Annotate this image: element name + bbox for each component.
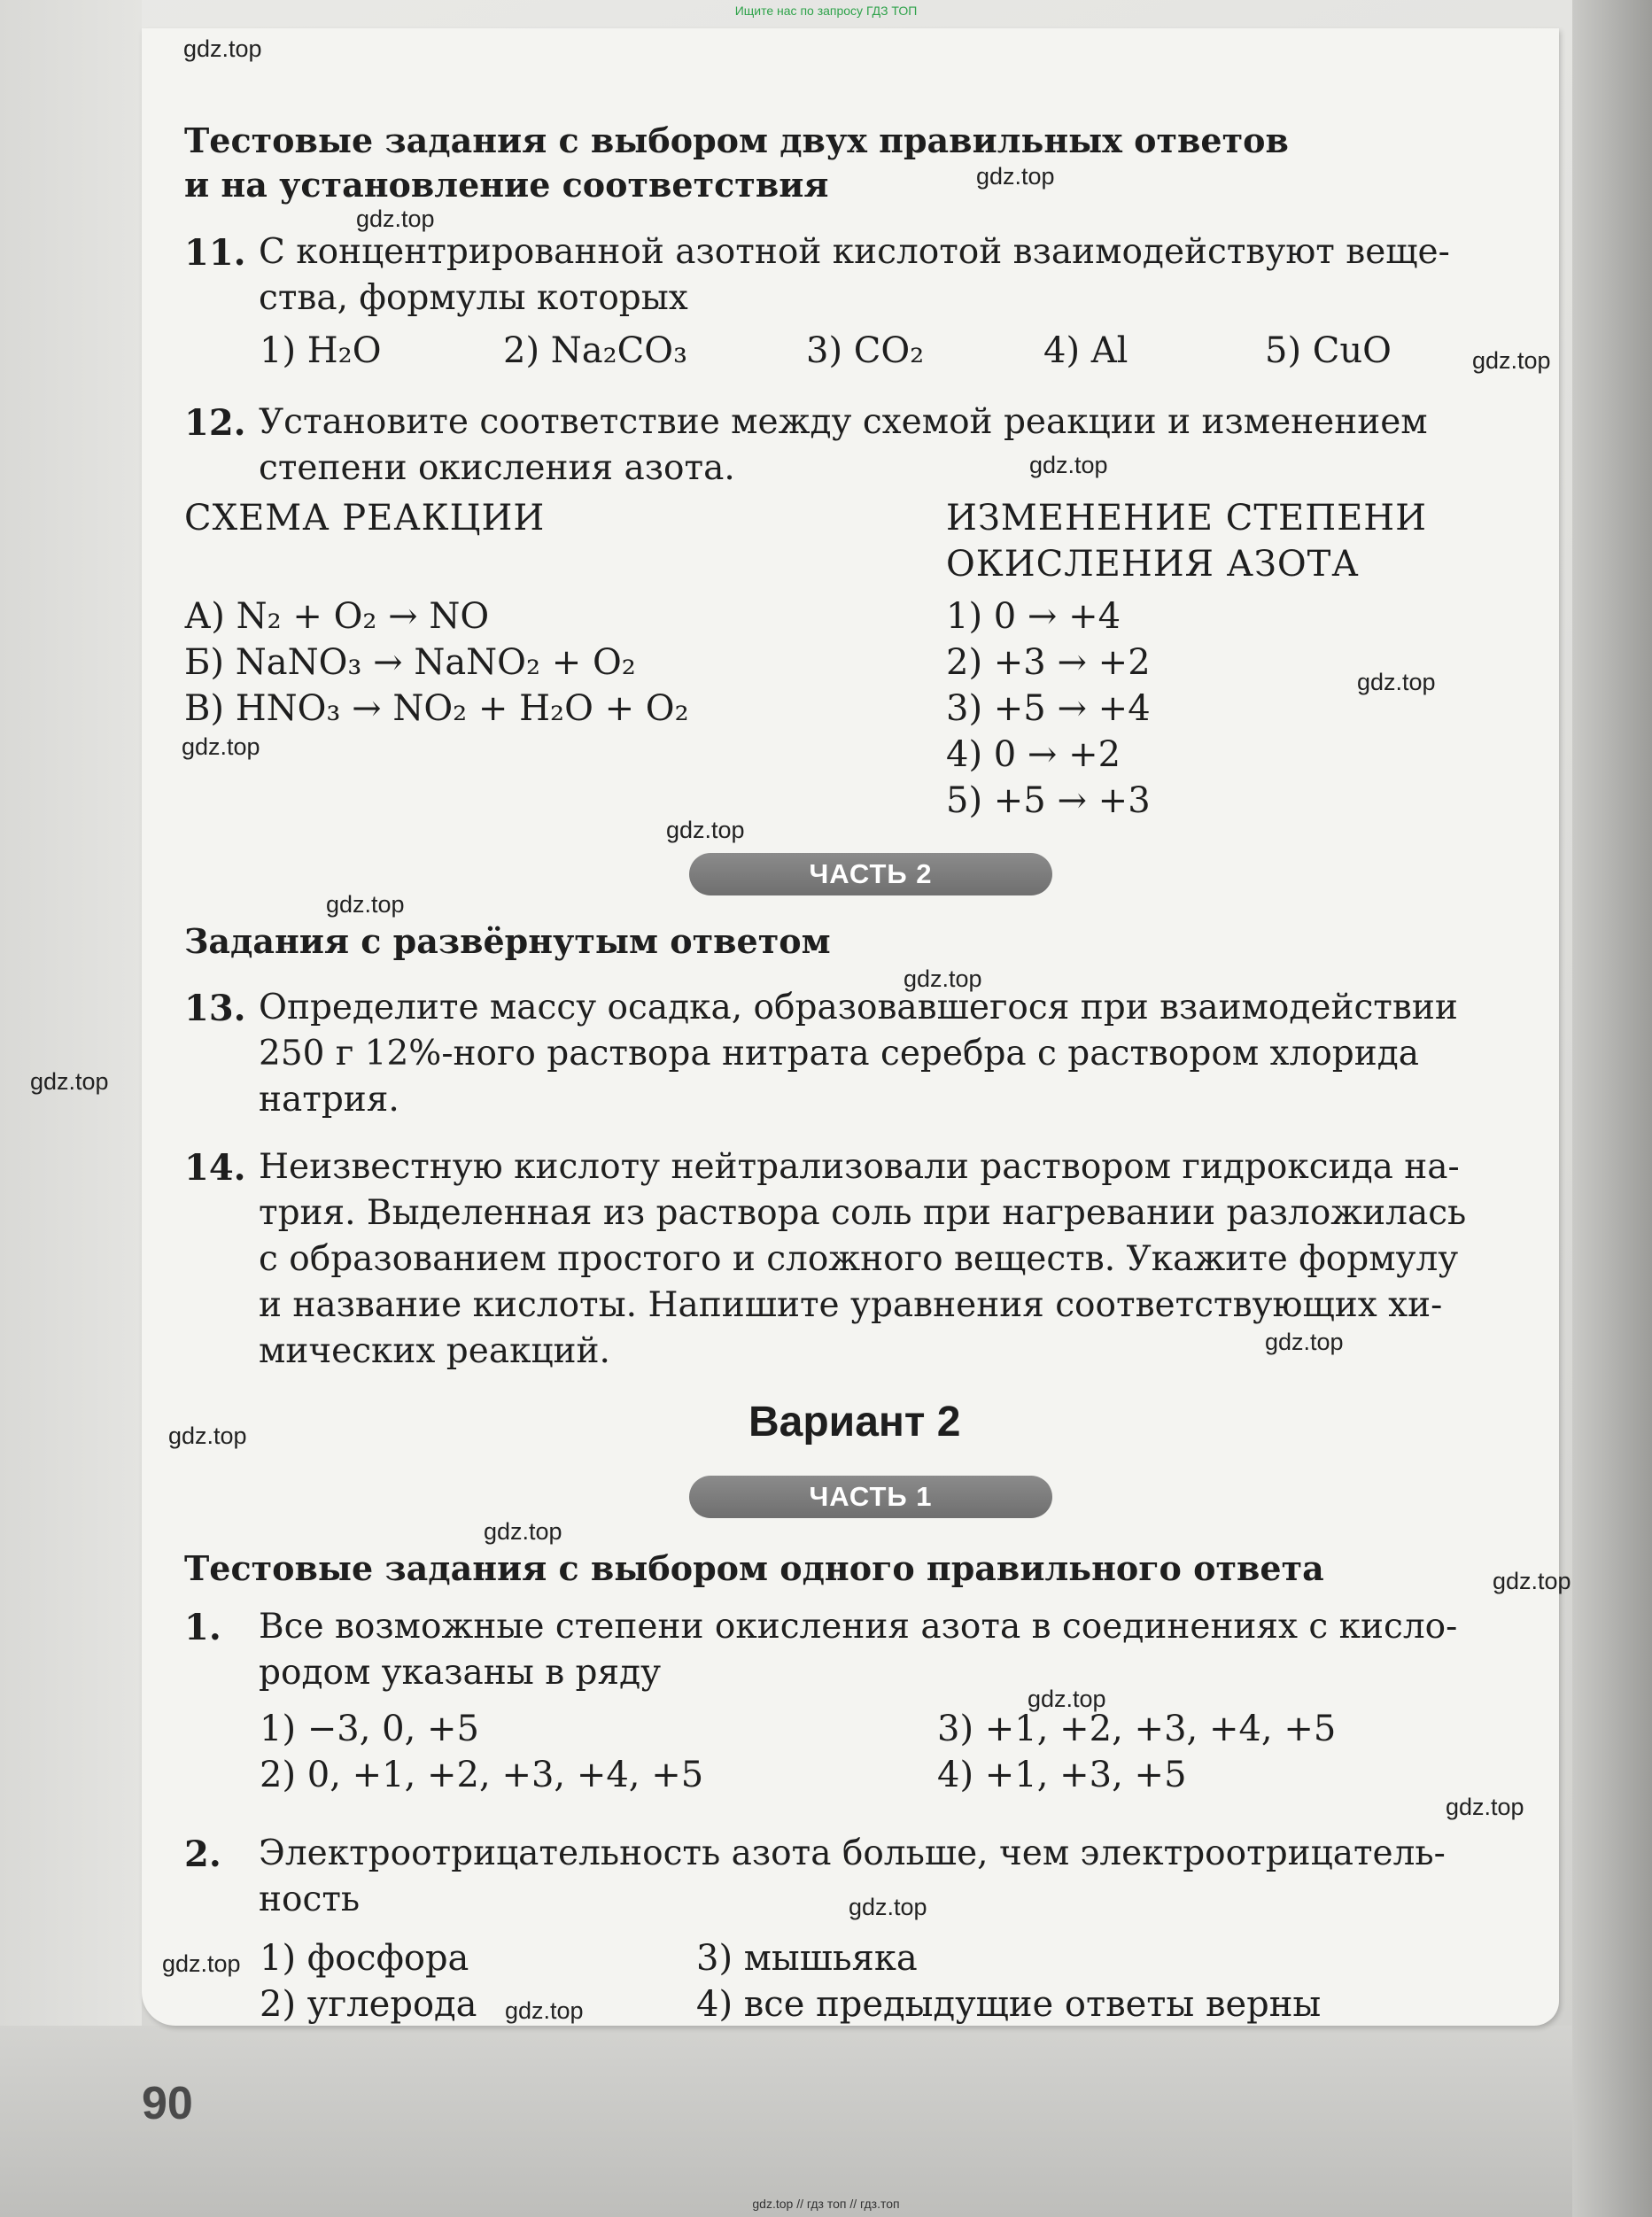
question-text: С концентрированной азотной кислотой взаимодействуют веще-: [259, 232, 1450, 272]
watermark: gdz.top: [849, 1894, 927, 1920]
oxidation-change: 3) +5 → +4: [946, 688, 1151, 729]
answer-option: 3) CO₂: [806, 330, 925, 371]
question-text: и название кислоты. Напишите уравнения соответствующих хи-: [259, 1285, 1443, 1325]
answer-option: 2) 0, +1, +2, +3, +4, +5: [260, 1755, 704, 1795]
watermark: gdz.top: [1265, 1329, 1344, 1355]
question-number: 13.: [184, 988, 246, 1029]
watermark: gdz.top: [1029, 452, 1108, 478]
question-number: 14.: [184, 1147, 246, 1189]
question-text: Электроотрицательность азота больше, чем электроотрицатель-: [259, 1833, 1446, 1873]
watermark: gdz.top: [1357, 669, 1436, 695]
question-text: Неизвестную кислоту нейтрализовали раствором гидроксида на-: [259, 1147, 1460, 1187]
section-heading: Тестовые задания с выбором одного правильного ответа: [184, 1548, 1324, 1588]
part-label: ЧАСТЬ 1: [689, 1476, 1052, 1518]
page-bottom-area: [0, 2026, 1652, 2217]
watermark: gdz.top: [666, 817, 745, 843]
watermark: gdz.top: [1028, 1686, 1106, 1712]
reaction-scheme: Б) NaNO₃ → NaNO₂ + O₂: [184, 642, 636, 683]
question-text: мических реакций.: [259, 1331, 610, 1371]
question-text: ность: [259, 1880, 361, 1919]
answer-option: 2) углерода: [260, 1984, 477, 2025]
column-header: ОКИСЛЕНИЯ АЗОТА: [946, 544, 1360, 585]
watermark: gdz.top: [904, 965, 982, 992]
answer-option: 4) +1, +3, +5: [937, 1755, 1187, 1795]
watermark: gdz.top: [162, 1950, 241, 1977]
oxidation-change: 2) +3 → +2: [946, 642, 1151, 683]
column-header: ИЗМЕНЕНИЕ СТЕПЕНИ: [946, 498, 1428, 539]
part-label: ЧАСТЬ 2: [689, 853, 1052, 895]
question-text: натрия.: [259, 1080, 399, 1120]
reaction-scheme: В) HNO₃ → NO₂ + H₂O + O₂: [184, 688, 689, 729]
watermark: gdz.top: [326, 891, 405, 918]
question-text: Определите массу осадка, образовавшегося при взаимодействии: [259, 988, 1458, 1027]
question-text: трия. Выделенная из раствора соль при нагревании разложилась: [259, 1193, 1467, 1233]
page-number: 90: [142, 2078, 193, 2129]
question-text: с образованием простого и сложного веществ. Укажите формулу: [259, 1239, 1459, 1279]
question-number: 11.: [184, 232, 246, 274]
question-text: Установите соответствие между схемой реакции и изменением: [259, 402, 1428, 442]
variant-title: Вариант 2: [748, 1399, 961, 1446]
top-note: Ищите нас по запросу ГДЗ ТОП: [734, 4, 918, 18]
oxidation-change: 4) 0 → +2: [946, 734, 1121, 775]
answer-option: 4) Al: [1043, 330, 1128, 371]
answer-option: 2) Na₂CO₃: [503, 330, 688, 371]
oxidation-change: 5) +5 → +3: [946, 780, 1151, 821]
answer-option: 3) мышьяка: [696, 1938, 918, 1979]
section-heading: Тестовые задания с выбором двух правильных ответов: [184, 120, 1289, 160]
answer-option: 4) все предыдущие ответы верны: [696, 1984, 1322, 2025]
answer-option: 3) +1, +2, +3, +4, +5: [937, 1709, 1337, 1749]
answer-option: 5) CuO: [1265, 330, 1392, 371]
watermark: gdz.top: [976, 163, 1055, 190]
watermark: gdz.top: [168, 1422, 247, 1449]
watermark: gdz.top: [1493, 1568, 1571, 1594]
section-heading: Задания с развёрнутым ответом: [184, 921, 831, 961]
question-text: ства, формулы которых: [259, 278, 688, 318]
question-text: степени окисления азота.: [259, 448, 735, 488]
question-text: родом указаны в ряду: [259, 1653, 662, 1693]
page-spine-shadow: [1572, 0, 1652, 2217]
watermark: gdz.top: [30, 1068, 109, 1095]
watermark: gdz.top: [1446, 1794, 1524, 1820]
question-text: Все возможные степени окисления азота в соединениях с кисло-: [259, 1607, 1458, 1647]
question-number: 1.: [184, 1607, 221, 1648]
watermark: gdz.top: [182, 733, 260, 760]
watermark: gdz.top: [1472, 347, 1551, 374]
question-number: 2.: [184, 1833, 221, 1875]
watermark: gdz.top: [505, 1997, 584, 2024]
answer-option: 1) −3, 0, +5: [260, 1709, 480, 1749]
bottom-note: gdz.top // гдз топ // гдз.топ: [752, 2197, 900, 2211]
section-heading: и на установление соответствия: [184, 165, 829, 205]
oxidation-change: 1) 0 → +4: [946, 596, 1121, 637]
question-text: 250 г 12%-ного раствора нитрата серебра с раствором хлорида: [259, 1034, 1420, 1074]
answer-option: 1) фосфора: [260, 1938, 469, 1979]
watermark: gdz.top: [183, 35, 262, 62]
watermark: gdz.top: [356, 205, 435, 232]
question-number: 12.: [184, 402, 246, 444]
watermark: gdz.top: [484, 1518, 562, 1545]
page-left-margin: [0, 0, 142, 2217]
column-header: СХЕМА РЕАКЦИИ: [184, 498, 546, 539]
answer-option: 1) H₂O: [260, 330, 382, 371]
reaction-scheme: А) N₂ + O₂ → NO: [184, 596, 490, 637]
